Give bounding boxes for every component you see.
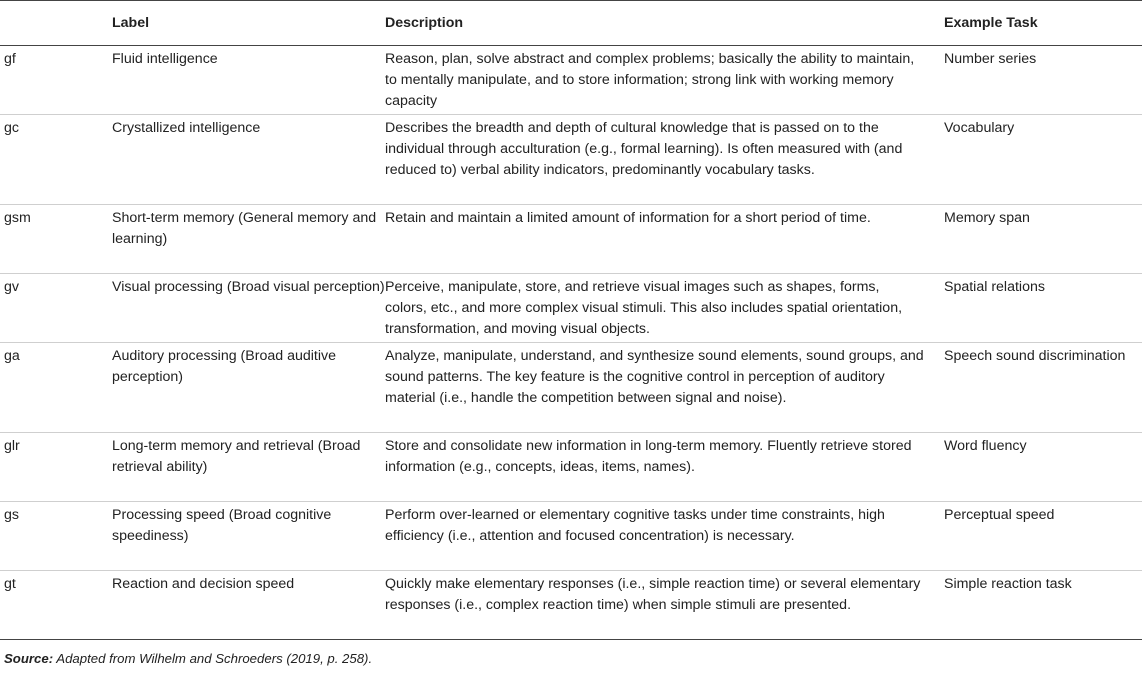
cell-abbr: gc (0, 115, 112, 205)
cell-example-task: Spatial relations (944, 274, 1142, 343)
cell-abbr: gf (0, 46, 112, 115)
cell-label: Reaction and decision speed (112, 571, 385, 640)
cell-label: Short-term memory (General memory and learning) (112, 205, 385, 274)
cell-abbr: gv (0, 274, 112, 343)
source-label: Source: (4, 651, 54, 666)
table-row (0, 115, 1142, 205)
cell-label: Long-term memory and retrieval (Broad retrieval ability) (112, 433, 385, 502)
cell-description: Analyze, manipulate, understand, and synthesize sound elements, sound groups, and sound patterns. The key feature is the cognitive control in perception of auditory material (i.e., handle the competition between signal and noise). (385, 343, 944, 433)
table-row (0, 571, 1142, 640)
cell-label: Processing speed (Broad cognitive speediness) (112, 502, 385, 571)
cell-example-task: Simple reaction task (944, 571, 1142, 640)
cell-description: Reason, plan, solve abstract and complex problems; basically the ability to maintain, to mentally manipulate, and to store information; strong link with working memory capacity (385, 46, 944, 115)
cell-example-task: Vocabulary (944, 115, 1142, 205)
source-text: Adapted from Wilhelm and Schroeders (2019, p. 258). (56, 651, 373, 666)
table-row (0, 433, 1142, 502)
header-example-task: Example Task (944, 1, 1142, 46)
cell-description: Perceive, manipulate, store, and retrieve visual images such as shapes, forms, colors, etc., and more complex visual stimuli. This also includes spatial orientation, transformation, and moving visual objects. (385, 274, 944, 343)
table-header-row (0, 1, 1142, 46)
table-source-note (0, 648, 1142, 669)
table-row (0, 343, 1142, 433)
cell-label: Fluid intelligence (112, 46, 385, 115)
cell-example-task: Perceptual speed (944, 502, 1142, 571)
cell-abbr: glr (0, 433, 112, 502)
table-row (0, 274, 1142, 343)
table-row (0, 46, 1142, 115)
cell-description: Perform over-learned or elementary cognitive tasks under time constraints, high efficiency (i.e., attention and focused concentration) is necessary. (385, 502, 944, 571)
cell-description: Retain and maintain a limited amount of information for a short period of time. (385, 205, 944, 274)
cell-example-task: Number series (944, 46, 1142, 115)
cell-abbr: gsm (0, 205, 112, 274)
cell-description: Quickly make elementary responses (i.e., simple reaction time) or several elementary responses (i.e., complex reaction time) when simple stimuli are presented. (385, 571, 944, 640)
cell-example-task: Word fluency (944, 433, 1142, 502)
cell-abbr: gt (0, 571, 112, 640)
cell-abbr: gs (0, 502, 112, 571)
cell-label: Auditory processing (Broad auditive perception) (112, 343, 385, 433)
cell-example-task: Memory span (944, 205, 1142, 274)
cell-description: Store and consolidate new information in long-term memory. Fluently retrieve stored information (e.g., concepts, ideas, items, names). (385, 433, 944, 502)
cell-example-task: Speech sound discrimination (944, 343, 1142, 433)
header-label: Label (112, 1, 385, 46)
header-description: Description (385, 1, 944, 46)
cell-label: Crystallized intelligence (112, 115, 385, 205)
cell-abbr: ga (0, 343, 112, 433)
header-abbr (0, 1, 112, 46)
table-row (0, 502, 1142, 571)
cell-label: Visual processing (Broad visual perception) (112, 274, 385, 343)
table-row (0, 205, 1142, 274)
cell-description: Describes the breadth and depth of cultural knowledge that is passed on to the individual through acculturation (e.g., formal learning). Is often measured with (and reduced to) verbal ability indicators, predominantly vocabulary tasks. (385, 115, 944, 205)
